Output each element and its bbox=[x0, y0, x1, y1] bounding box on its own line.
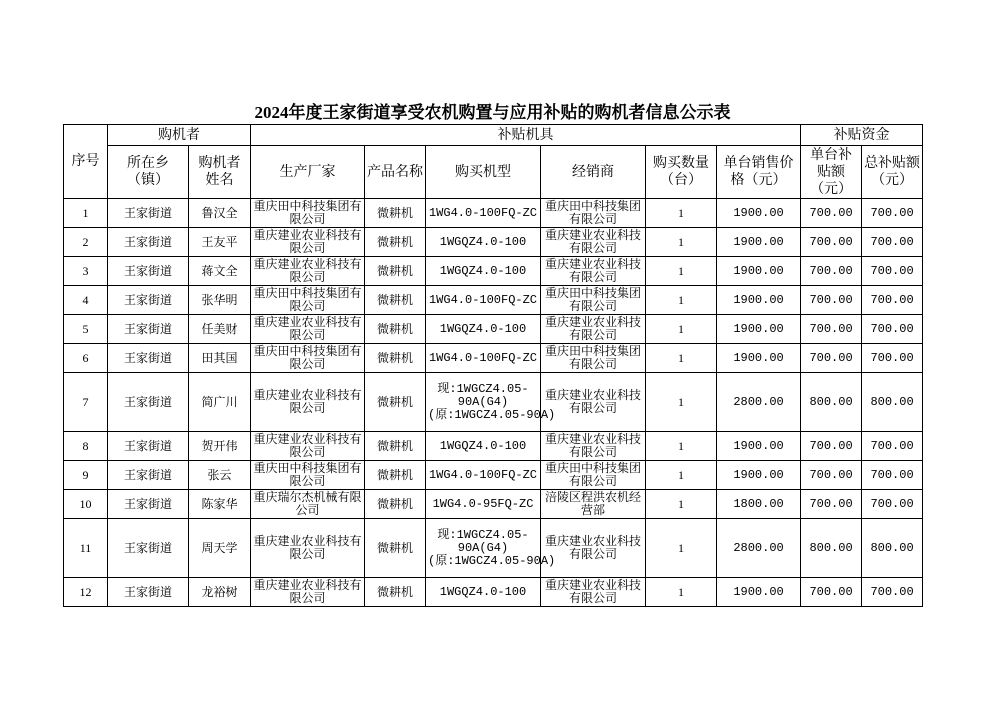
cell-unit-price: 2800.00 bbox=[717, 519, 801, 578]
cell-qty: 1 bbox=[646, 228, 717, 257]
cell-name: 简广川 bbox=[189, 373, 251, 432]
cell-unit-subsidy: 700.00 bbox=[801, 578, 862, 607]
cell-product: 微耕机 bbox=[365, 257, 426, 286]
cell-total-subsidy: 700.00 bbox=[862, 199, 923, 228]
cell-no: 2 bbox=[64, 228, 108, 257]
cell-manufacturer: 重庆建业农业科技有限公司 bbox=[251, 519, 365, 578]
table-row bbox=[64, 490, 923, 519]
cell-no: 1 bbox=[64, 199, 108, 228]
cell-qty: 1 bbox=[646, 344, 717, 373]
cell-name: 任美财 bbox=[189, 315, 251, 344]
cell-dealer: 重庆田中科技集团有限公司 bbox=[541, 344, 646, 373]
cell-unit-subsidy: 700.00 bbox=[801, 461, 862, 490]
cell-town: 王家街道 bbox=[108, 344, 189, 373]
cell-town: 王家街道 bbox=[108, 578, 189, 607]
cell-manufacturer: 重庆田中科技集团有限公司 bbox=[251, 286, 365, 315]
cell-manufacturer: 重庆建业农业科技有限公司 bbox=[251, 373, 365, 432]
cell-qty: 1 bbox=[646, 432, 717, 461]
cell-qty: 1 bbox=[646, 373, 717, 432]
cell-total-subsidy: 700.00 bbox=[862, 344, 923, 373]
cell-qty: 1 bbox=[646, 578, 717, 607]
header-quantity: 购买数量 （台） bbox=[646, 146, 717, 199]
cell-total-subsidy: 700.00 bbox=[862, 315, 923, 344]
cell-qty: 1 bbox=[646, 490, 717, 519]
page-title: 2024年度王家街道享受农机购置与应用补贴的购机者信息公示表 bbox=[254, 103, 731, 122]
cell-unit-price: 1800.00 bbox=[717, 490, 801, 519]
header-row-columns bbox=[64, 146, 923, 199]
cell-product: 微耕机 bbox=[365, 578, 426, 607]
cell-town: 王家街道 bbox=[108, 257, 189, 286]
cell-total-subsidy: 700.00 bbox=[862, 286, 923, 315]
cell-no: 7 bbox=[64, 373, 108, 432]
cell-town: 王家街道 bbox=[108, 461, 189, 490]
header-group-machine: 补贴机具 bbox=[251, 125, 801, 146]
cell-unit-price: 2800.00 bbox=[717, 373, 801, 432]
cell-total-subsidy: 700.00 bbox=[862, 490, 923, 519]
header-product: 产品名称 bbox=[365, 146, 426, 199]
cell-manufacturer: 重庆建业农业科技有限公司 bbox=[251, 315, 365, 344]
cell-no: 5 bbox=[64, 315, 108, 344]
cell-no: 4 bbox=[64, 286, 108, 315]
header-manufacturer: 生产厂家 bbox=[251, 146, 365, 199]
table-row bbox=[64, 432, 923, 461]
header-buyer-name: 购机者 姓名 bbox=[189, 146, 251, 199]
cell-dealer: 重庆田中科技集团有限公司 bbox=[541, 461, 646, 490]
cell-unit-subsidy: 800.00 bbox=[801, 373, 862, 432]
table-body bbox=[64, 199, 923, 607]
cell-unit-subsidy: 700.00 bbox=[801, 432, 862, 461]
table-row bbox=[64, 199, 923, 228]
cell-name: 陈家华 bbox=[189, 490, 251, 519]
table-header bbox=[64, 125, 923, 199]
cell-model: 1WGQZ4.0-100 bbox=[426, 257, 541, 286]
cell-qty: 1 bbox=[646, 461, 717, 490]
cell-name: 王友平 bbox=[189, 228, 251, 257]
cell-town: 王家街道 bbox=[108, 228, 189, 257]
header-row-groups bbox=[64, 125, 923, 146]
table-row bbox=[64, 228, 923, 257]
cell-product: 微耕机 bbox=[365, 519, 426, 578]
cell-name: 贺开伟 bbox=[189, 432, 251, 461]
cell-name: 周天学 bbox=[189, 519, 251, 578]
cell-total-subsidy: 800.00 bbox=[862, 519, 923, 578]
cell-unit-price: 1900.00 bbox=[717, 344, 801, 373]
cell-model: 1WG4.0-100FQ-ZC bbox=[426, 199, 541, 228]
table-row bbox=[64, 461, 923, 490]
table-row bbox=[64, 519, 923, 578]
cell-model: 1WG4.0-100FQ-ZC bbox=[426, 461, 541, 490]
cell-manufacturer: 重庆瑞尔杰机械有限公司 bbox=[251, 490, 365, 519]
header-unit-subsidy: 单台补 贴额 （元） bbox=[801, 146, 862, 199]
cell-manufacturer: 重庆建业农业科技有限公司 bbox=[251, 228, 365, 257]
cell-qty: 1 bbox=[646, 315, 717, 344]
cell-product: 微耕机 bbox=[365, 228, 426, 257]
cell-dealer: 重庆田中科技集团有限公司 bbox=[541, 286, 646, 315]
cell-town: 王家街道 bbox=[108, 519, 189, 578]
cell-unit-price: 1900.00 bbox=[717, 432, 801, 461]
cell-no: 6 bbox=[64, 344, 108, 373]
cell-qty: 1 bbox=[646, 519, 717, 578]
cell-product: 微耕机 bbox=[365, 432, 426, 461]
cell-town: 王家街道 bbox=[108, 315, 189, 344]
table-row bbox=[64, 315, 923, 344]
table-row bbox=[64, 373, 923, 432]
cell-name: 鲁汉全 bbox=[189, 199, 251, 228]
cell-dealer: 重庆建业农业科技有限公司 bbox=[541, 578, 646, 607]
cell-town: 王家街道 bbox=[108, 490, 189, 519]
cell-dealer: 重庆建业农业科技有限公司 bbox=[541, 257, 646, 286]
cell-manufacturer: 重庆田中科技集团有限公司 bbox=[251, 344, 365, 373]
subsidy-table bbox=[63, 124, 923, 607]
table-row bbox=[64, 257, 923, 286]
cell-total-subsidy: 700.00 bbox=[862, 461, 923, 490]
cell-dealer: 重庆田中科技集团有限公司 bbox=[541, 199, 646, 228]
cell-dealer: 涪陵区程洪农机经营部 bbox=[541, 490, 646, 519]
cell-total-subsidy: 700.00 bbox=[862, 228, 923, 257]
cell-name: 蒋文全 bbox=[189, 257, 251, 286]
table-row bbox=[64, 578, 923, 607]
cell-product: 微耕机 bbox=[365, 286, 426, 315]
cell-unit-subsidy: 700.00 bbox=[801, 344, 862, 373]
header-index: 序号 bbox=[64, 125, 108, 199]
cell-no: 9 bbox=[64, 461, 108, 490]
cell-name: 龙裕树 bbox=[189, 578, 251, 607]
cell-unit-subsidy: 700.00 bbox=[801, 257, 862, 286]
cell-unit-price: 1900.00 bbox=[717, 257, 801, 286]
cell-manufacturer: 重庆建业农业科技有限公司 bbox=[251, 257, 365, 286]
header-group-buyer: 购机者 bbox=[108, 125, 251, 146]
cell-unit-subsidy: 700.00 bbox=[801, 315, 862, 344]
cell-model: 1WG4.0-100FQ-ZC bbox=[426, 344, 541, 373]
cell-manufacturer: 重庆建业农业科技有限公司 bbox=[251, 432, 365, 461]
cell-model: 1WGQZ4.0-100 bbox=[426, 578, 541, 607]
cell-total-subsidy: 700.00 bbox=[862, 257, 923, 286]
cell-name: 张云 bbox=[189, 461, 251, 490]
cell-qty: 1 bbox=[646, 257, 717, 286]
cell-manufacturer: 重庆田中科技集团有限公司 bbox=[251, 461, 365, 490]
cell-unit-price: 1900.00 bbox=[717, 578, 801, 607]
cell-total-subsidy: 700.00 bbox=[862, 432, 923, 461]
table-row bbox=[64, 286, 923, 315]
cell-product: 微耕机 bbox=[365, 490, 426, 519]
cell-product: 微耕机 bbox=[365, 461, 426, 490]
cell-town: 王家街道 bbox=[108, 199, 189, 228]
cell-name: 张华明 bbox=[189, 286, 251, 315]
cell-unit-price: 1900.00 bbox=[717, 461, 801, 490]
cell-dealer: 重庆建业农业科技有限公司 bbox=[541, 519, 646, 578]
cell-product: 微耕机 bbox=[365, 199, 426, 228]
cell-no: 10 bbox=[64, 490, 108, 519]
cell-qty: 1 bbox=[646, 199, 717, 228]
cell-qty: 1 bbox=[646, 286, 717, 315]
cell-no: 3 bbox=[64, 257, 108, 286]
cell-unit-price: 1900.00 bbox=[717, 286, 801, 315]
header-dealer: 经销商 bbox=[541, 146, 646, 199]
cell-model: 现:1WGCZ4.05- 90A(G4) (原:1WGCZ4.05-90A) bbox=[426, 519, 541, 578]
cell-no: 8 bbox=[64, 432, 108, 461]
cell-unit-price: 1900.00 bbox=[717, 199, 801, 228]
cell-product: 微耕机 bbox=[365, 344, 426, 373]
header-town: 所在乡 （镇） bbox=[108, 146, 189, 199]
header-model: 购买机型 bbox=[426, 146, 541, 199]
cell-model: 1WGQZ4.0-100 bbox=[426, 315, 541, 344]
cell-no: 11 bbox=[64, 519, 108, 578]
cell-town: 王家街道 bbox=[108, 373, 189, 432]
cell-manufacturer: 重庆田中科技集团有限公司 bbox=[251, 199, 365, 228]
header-total-subsidy: 总补贴额 （元） bbox=[862, 146, 923, 199]
cell-name: 田其国 bbox=[189, 344, 251, 373]
cell-town: 王家街道 bbox=[108, 286, 189, 315]
header-group-fund: 补贴资金 bbox=[801, 125, 923, 146]
cell-dealer: 重庆建业农业科技有限公司 bbox=[541, 432, 646, 461]
cell-product: 微耕机 bbox=[365, 315, 426, 344]
cell-unit-price: 1900.00 bbox=[717, 315, 801, 344]
table-row bbox=[64, 344, 923, 373]
cell-dealer: 重庆建业农业科技有限公司 bbox=[541, 228, 646, 257]
cell-model: 1WG4.0-100FQ-ZC bbox=[426, 286, 541, 315]
cell-model: 1WG4.0-95FQ-ZC bbox=[426, 490, 541, 519]
cell-no: 12 bbox=[64, 578, 108, 607]
cell-unit-subsidy: 700.00 bbox=[801, 199, 862, 228]
cell-manufacturer: 重庆建业农业科技有限公司 bbox=[251, 578, 365, 607]
cell-unit-price: 1900.00 bbox=[717, 228, 801, 257]
header-unit-price: 单台销售价 格（元） bbox=[717, 146, 801, 199]
cell-unit-subsidy: 800.00 bbox=[801, 519, 862, 578]
cell-total-subsidy: 800.00 bbox=[862, 373, 923, 432]
cell-model: 1WGQZ4.0-100 bbox=[426, 228, 541, 257]
cell-dealer: 重庆建业农业科技有限公司 bbox=[541, 373, 646, 432]
cell-town: 王家街道 bbox=[108, 432, 189, 461]
cell-total-subsidy: 700.00 bbox=[862, 578, 923, 607]
cell-unit-subsidy: 700.00 bbox=[801, 228, 862, 257]
cell-model: 现:1WGCZ4.05- 90A(G4) (原:1WGCZ4.05-90A) bbox=[426, 373, 541, 432]
cell-unit-subsidy: 700.00 bbox=[801, 490, 862, 519]
cell-product: 微耕机 bbox=[365, 373, 426, 432]
cell-model: 1WGQZ4.0-100 bbox=[426, 432, 541, 461]
cell-unit-subsidy: 700.00 bbox=[801, 286, 862, 315]
cell-dealer: 重庆建业农业科技有限公司 bbox=[541, 315, 646, 344]
